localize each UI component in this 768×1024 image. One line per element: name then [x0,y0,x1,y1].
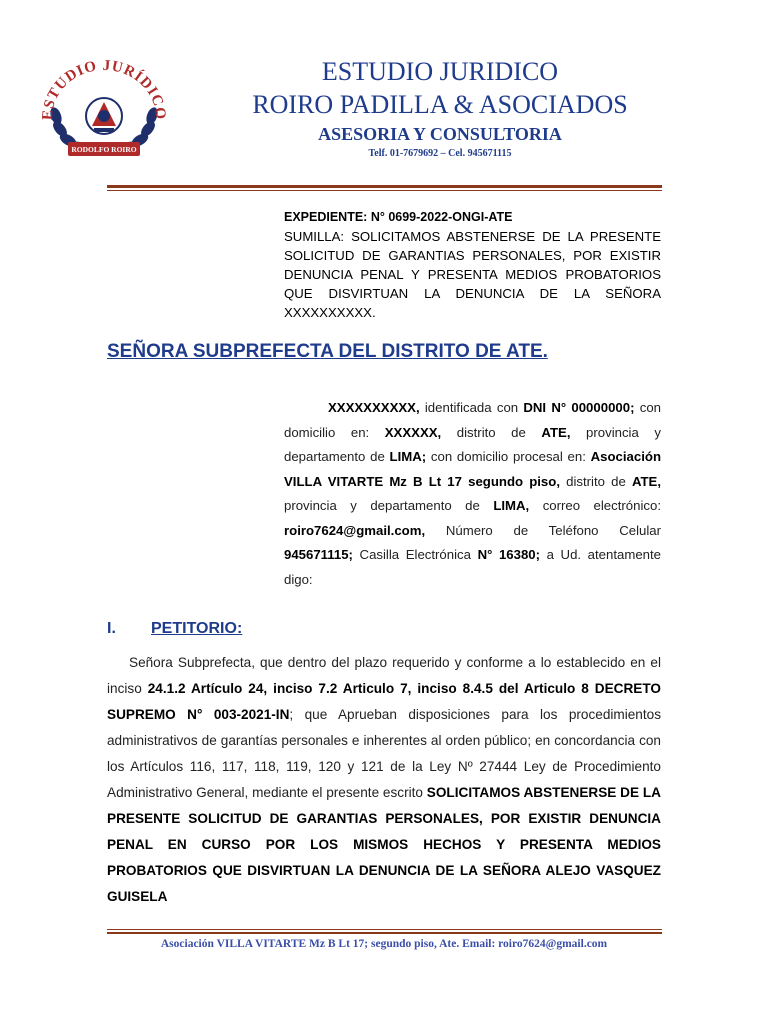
petition-paragraph [107,650,661,910]
text-span: a Ud. atentamente digo: [284,547,661,587]
text-span: con domicilio procesal en: [426,449,591,464]
phone-number: 945671115; [284,547,353,562]
petitioner-identification [284,396,661,592]
department: LIMA; [389,449,427,464]
electronic-box: N° 16380; [477,547,541,562]
footer-divider-thin [107,929,662,930]
justice-emblem-icon [86,98,122,134]
case-number: EXPEDIENTE: N° 0699-2022-ONGI-ATE [284,210,513,224]
email: roiro7624@gmail.com, [284,522,426,538]
text-span: distrito de [441,424,542,440]
text-span: Señora Subprefecta, que dentro del plazo requerido y conforme a lo establecido en el inciso [107,655,661,696]
text-span: distrito de [559,473,632,489]
text-span: Casilla Electrónica [352,547,478,562]
firm-contact: Telf. 01-7679692 – Cel. 945671115 [368,148,512,159]
district: ATE, [541,424,571,440]
firm-tagline: ASESORIA Y CONSULTORIA [318,124,562,144]
text-span: con domicilio en: [284,400,661,440]
seal-ring-text: ESTUDIO JURÍDICO [39,57,169,121]
department: LIMA, [493,498,530,513]
address: XXXXXX, [384,424,442,440]
firm-name-line1: ESTUDIO JURIDICO [321,57,559,86]
firm-name-line2: ROIRO PADILLA & ASOCIADOS [252,90,628,119]
addressee-heading: SEÑORA SUBPREFECTA DEL DISTRITO DE ATE. [107,341,548,362]
procedural-address: Asociación VILLA VITARTE Mz B Lt 17 segundo piso, [284,449,661,489]
section-heading [107,620,242,638]
text-span: ; que Aprueban disposiciones para los procedimientos administrativos de garantías personales e inherentes al orden público; en concordancia con los Artículos 116, 117, 118, 119, 120 y 121 de la Ley Nº 27444 Ley de Procedimiento Administrativo General, mediante el presente escrito [107,707,661,800]
firm-logo [34,56,174,164]
footer-divider [107,932,662,934]
text-span: Número de Teléfono Celular [425,522,661,538]
text-span: provincia y departamento de [284,498,494,513]
petition-request: SOLICITAMOS ABSTENERSE DE LA PRESENTE SOLICITUD DE GARANTIAS PERSONALES, POR EXISTIR DENUNCIA PENAL EN CURSO POR LOS MISMOS HECHOS Y PRESENTA MEDIOS PROBATORIOS QUE DISVIRTUAN LA DENUNCIA DE LA SEÑORA ALEJO VASQUEZ GUISELA [107,785,661,904]
header-divider-thin [107,190,662,191]
text-span: identificada con [419,400,524,415]
case-summary [284,208,661,322]
section-number: I. [107,620,116,637]
seal-graphic [34,56,174,164]
summary-text: SUMILLA: SOLICITAMOS ABSTENERSE DE LA PRESENTE SOLICITUD DE GARANTIAS PERSONALES, POR EXISTIR DENUNCIA PENAL Y PRESENTA MEDIOS PROBATORIOS QUE DISVIRTUAN LA DENUNCIA DE LA SEÑORA XXXXXXXXXX. [284,229,661,320]
text-span: correo electrónico: [529,498,661,513]
dni-number: DNI N° 00000000; [523,400,635,415]
seal-ribbon-text: RODOLFO ROIRO [71,145,137,154]
header-divider [107,185,662,188]
legal-reference: 24.1.2 Artículo 24, inciso 7.2 Articulo 7, inciso 8.4.5 del Articulo 8 DECRETO SUPREMO N° 003-2021-IN [107,681,662,722]
district: ATE, [631,473,661,489]
text-span: provincia y departamento de [284,424,661,464]
petitioner-name: XXXXXXXXXX, [328,400,420,415]
footer-address: Asociación VILLA VITARTE Mz B Lt 17; segundo piso, Ate. Email: roiro7624@gmail.com [160,938,608,950]
section-title: PETITORIO: [151,620,243,637]
